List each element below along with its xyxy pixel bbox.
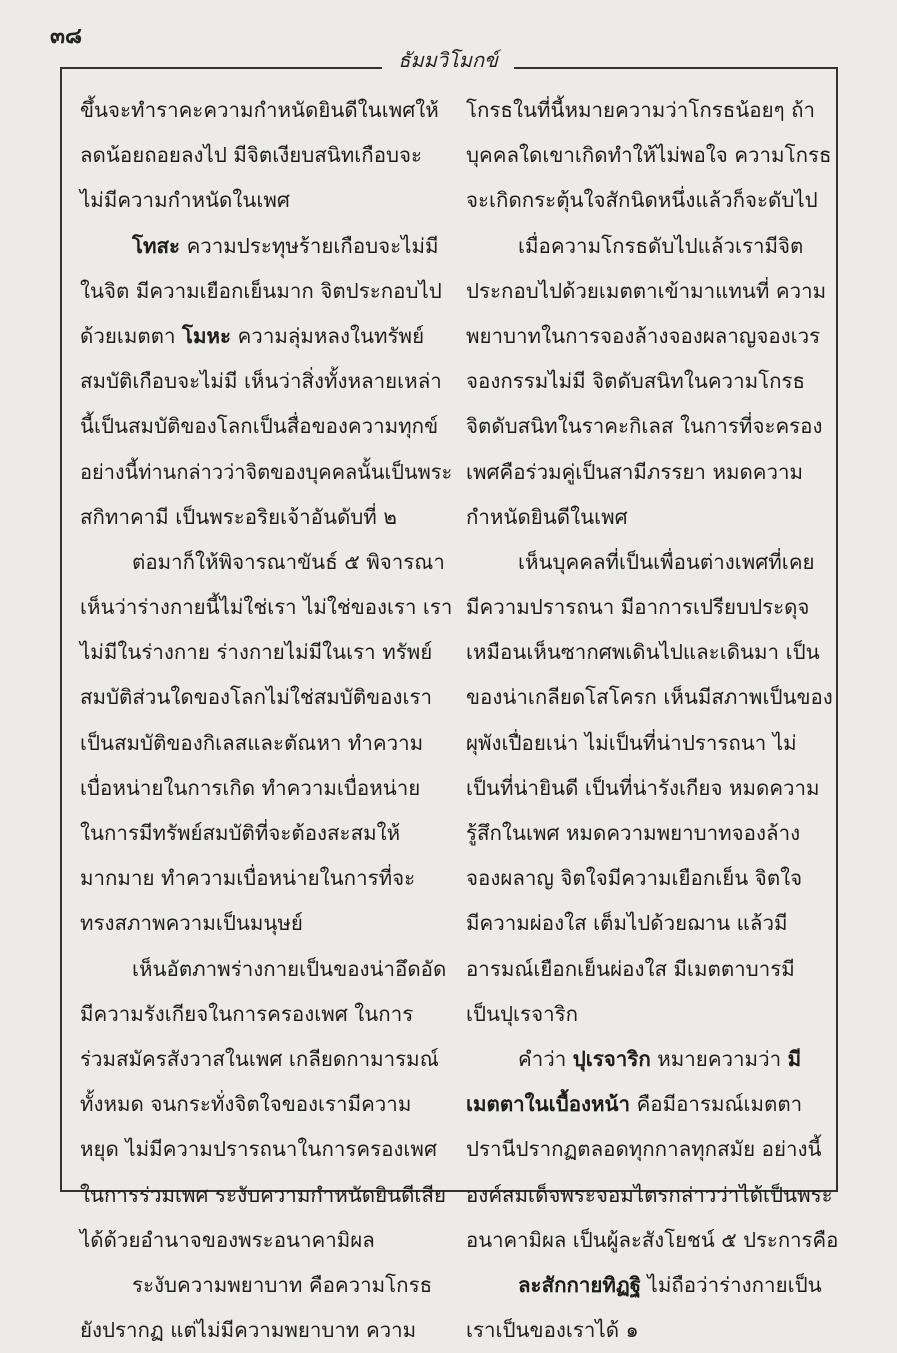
text-line: [80, 1263, 452, 1308]
bold-term: ละสักกายทิฏฐิ: [518, 1272, 642, 1297]
text-line: [466, 224, 838, 269]
text-line: [466, 901, 838, 946]
text-run: ลดน้อยถอยลงไป มีจิตเงียบสนิทเกือบจะ: [80, 143, 423, 168]
text-run: บุคคลใดเขาเกิดทำให้ไม่พอใจ ความโกรธ: [466, 143, 832, 168]
text-line: [466, 450, 838, 495]
text-run: เป็นสมบัติของกิเลสและตัณหา ทำความ: [80, 730, 424, 755]
text-run: สกิทาคามี เป็นพระอริยเจ้าอันดับที่ ๒: [80, 504, 397, 529]
text-line: [466, 540, 838, 585]
text-line: [80, 1127, 452, 1172]
text-line: [466, 359, 838, 404]
text-run: ยังปรากฏ แต่ไม่มีความพยาบาท ความ: [80, 1318, 417, 1343]
text-run: ในการร่วมเพศ ระงับความกำหนัดยินดีเสีย: [80, 1182, 446, 1207]
text-run: องค์สมเด็จพระจอมไตรกล่าวว่าได้เป็นพระ: [466, 1182, 833, 1207]
text-line: [80, 495, 452, 540]
text-line: [80, 1037, 452, 1082]
text-line: [466, 1308, 838, 1353]
text-run: ความลุ่มหลงในทรัพย์: [231, 323, 425, 348]
text-run: อนาคามิผล เป็นผู้ละสังโยชน์ ๕ ประการคือ: [466, 1227, 839, 1252]
text-line: [80, 721, 452, 766]
text-run: นี้เป็นสมบัติของโลกเป็นสื่อของความทุกข์: [80, 414, 439, 439]
text-run: สมบัติส่วนใดของโลกไม่ใช่สมบัติของเรา: [80, 685, 432, 710]
text-line: [80, 901, 452, 946]
text-run: เมื่อความโกรธดับไปแล้วเรามีจิต: [518, 233, 804, 258]
text-line: [80, 133, 452, 178]
text-line: [466, 495, 838, 540]
text-run: ได้ด้วยอำนาจของพระอนาคามิผล: [80, 1227, 375, 1252]
text-run: หมายความว่า: [650, 1046, 788, 1071]
text-line: [80, 947, 452, 992]
text-run: สมบัติเกือบจะไม่มี เห็นว่าสิ่งทั้งหลายเหล่า: [80, 369, 442, 394]
bold-term: โทสะ: [132, 233, 181, 258]
text-run: รู้สึกในเพศ หมดความพยาบาทจองล้าง: [466, 821, 801, 845]
text-line: [80, 1173, 452, 1218]
text-line: [80, 359, 452, 404]
text-line: [466, 1037, 838, 1082]
text-line: [466, 1127, 838, 1172]
text-line: [466, 721, 838, 766]
page-number: ๓๘: [50, 24, 83, 49]
text-run: มีความผ่องใส เต็มไปด้วยฌาน แล้วมี: [466, 911, 788, 936]
text-line: [80, 450, 452, 495]
text-run: ของน่าเกลียดโสโครก เห็นมีสภาพเป็นของ: [466, 685, 833, 710]
text-line: [80, 1082, 452, 1127]
text-run: ประกอบไปด้วยเมตตาเข้ามาแทนที่ ความ: [466, 278, 827, 303]
text-line: [466, 133, 838, 178]
text-run: มีความรังเกียจในการครองเพศ ในการ: [80, 1001, 414, 1026]
bold-term: เมตตาในเบื้องหน้า: [466, 1092, 631, 1117]
right-column: [466, 88, 838, 1353]
text-line: [466, 630, 838, 675]
text-run: เพศคือร่วมคู่เป็นสามีภรรยา หมดความ: [466, 459, 804, 484]
text-line: [466, 856, 838, 901]
text-run: จะเกิดกระตุ้นใจสักนิดหนึ่งแล้วก็จะดับไป: [466, 188, 818, 213]
text-run: ในจิต มีความเยือกเย็นมาก จิตประกอบไป: [80, 278, 442, 303]
text-line: [80, 269, 452, 314]
text-run: เป็นปุเรจาริก: [466, 1001, 579, 1026]
text-run: มากมาย ทำความเบื่อหน่ายในการที่จะ: [80, 866, 416, 891]
text-line: [80, 811, 452, 856]
text-line: [80, 585, 452, 630]
bold-term: มี: [787, 1046, 802, 1071]
text-run: ร่วมสมัครสังวาสในเพศ เกลียดกามารมณ์: [80, 1046, 439, 1071]
text-line: [80, 540, 452, 585]
text-line: [80, 766, 452, 811]
text-run: จิตดับสนิทในราคะกิเลส ในการที่จะครอง: [466, 414, 823, 439]
text-line: [466, 314, 838, 359]
text-line: [80, 630, 452, 675]
text-line: [80, 1308, 452, 1353]
text-run: อารมณ์เยือกเย็นผ่องใส มีเมตตาบารมี: [466, 956, 795, 981]
text-line: [80, 178, 452, 223]
text-line: [80, 404, 452, 449]
text-run: ขึ้นจะทำราคะความกำหนัดยินดีในเพศให้: [80, 98, 439, 122]
text-line: [466, 1082, 838, 1127]
text-run: ผุพังเปื่อยเน่า ไม่เป็นที่น่าปรารถนา ไม่: [466, 730, 797, 755]
text-line: [466, 178, 838, 223]
text-run: เบื่อหน่ายในการเกิด ทำความเบื่อหน่าย: [80, 775, 421, 800]
text-line: [466, 269, 838, 314]
header-title: ธัมมวิโมกข์: [398, 48, 498, 72]
text-run: อย่างนี้ท่านกล่าวว่าจิตของบุคคลนั้นเป็นพระ: [80, 459, 453, 484]
text-run: เป็นที่น่ายินดี เป็นที่น่ารังเกียจ หมดความ: [466, 775, 820, 800]
bold-term: โมหะ: [182, 323, 232, 348]
text-run: ในการมีทรัพย์สมบัติที่จะต้องสะสมให้: [80, 821, 401, 845]
text-run: หยุด ไม่มีความปรารถนาในการครองเพศ: [80, 1137, 437, 1162]
text-run: ทั้งหมด จนกระทั่งจิตใจของเรามีความ: [80, 1092, 412, 1117]
text-run: ไม่ถือว่าร่างกายเป็น: [641, 1272, 822, 1297]
text-line: [80, 675, 452, 720]
text-run: ระงับความพยาบาท คือความโกรธ: [132, 1272, 433, 1297]
text-run: ด้วยเมตตา: [80, 323, 183, 348]
text-run: จองผลาญ จิตใจมีความเยือกเย็น จิตใจ: [466, 866, 803, 891]
text-run: คือมีอารมณ์เมตตา: [630, 1092, 803, 1117]
text-run: โกรธในที่นี้หมายความว่าโกรธน้อยๆ ถ้า: [466, 98, 816, 122]
text-line: [466, 1173, 838, 1218]
text-line: [466, 947, 838, 992]
text-run: ต่อมาก็ให้พิจารณาขันธ์ ๕ พิจารณา: [132, 549, 445, 574]
text-run: คำว่า: [518, 1046, 573, 1071]
bold-term: ปุเรจาริก: [572, 1046, 651, 1071]
text-run: ไม่มีความกำหนัดในเพศ: [80, 188, 290, 213]
text-run: เห็นอัตภาพร่างกายเป็นของน่าอึดอัด: [132, 956, 447, 981]
text-line: [80, 314, 452, 359]
text-line: [466, 675, 838, 720]
text-line: [466, 88, 838, 133]
text-run: ไม่มีในร่างกาย ร่างกายไม่มีในเรา ทรัพย์: [80, 640, 433, 665]
text-run: มีความปรารถนา มีอาการเปรียบประดุจ: [466, 595, 810, 620]
text-run: กำหนัดยินดีในเพศ: [466, 504, 628, 529]
text-line: [466, 992, 838, 1037]
text-run: ทรงสภาพความเป็นมนุษย์: [80, 911, 303, 936]
text-run: เห็นว่าร่างกายนี้ไม่ใช่เรา ไม่ใช่ของเรา เรา: [80, 595, 453, 620]
text-line: [80, 856, 452, 901]
text-line: [80, 224, 452, 269]
text-run: จองกรรมไม่มี จิตดับสนิทในความโกรธ: [466, 369, 806, 394]
text-line: [80, 992, 452, 1037]
text-line: [80, 1218, 452, 1263]
text-line: [466, 585, 838, 630]
text-line: [466, 766, 838, 811]
text-run: เห็นบุคคลที่เป็นเพื่อนต่างเพศที่เคย: [518, 549, 815, 574]
text-run: ปรานีปรากฏตลอดทุกกาลทุกสมัย อย่างนี้: [466, 1137, 822, 1162]
text-line: [466, 1263, 838, 1308]
left-column: [80, 88, 452, 1353]
text-run: ความประทุษร้ายเกือบจะไม่มี: [180, 233, 439, 258]
text-line: [466, 404, 838, 449]
text-line: [466, 1218, 838, 1263]
text-run: เหมือนเห็นซากศพเดินไปและเดินมา เป็น: [466, 640, 820, 665]
text-run: พยาบาทในการจองล้างจองผลาญจองเวร: [466, 323, 821, 348]
text-line: [80, 88, 452, 133]
text-line: [466, 811, 838, 856]
text-run: เราเป็นของเราได้ ๑: [466, 1318, 639, 1343]
